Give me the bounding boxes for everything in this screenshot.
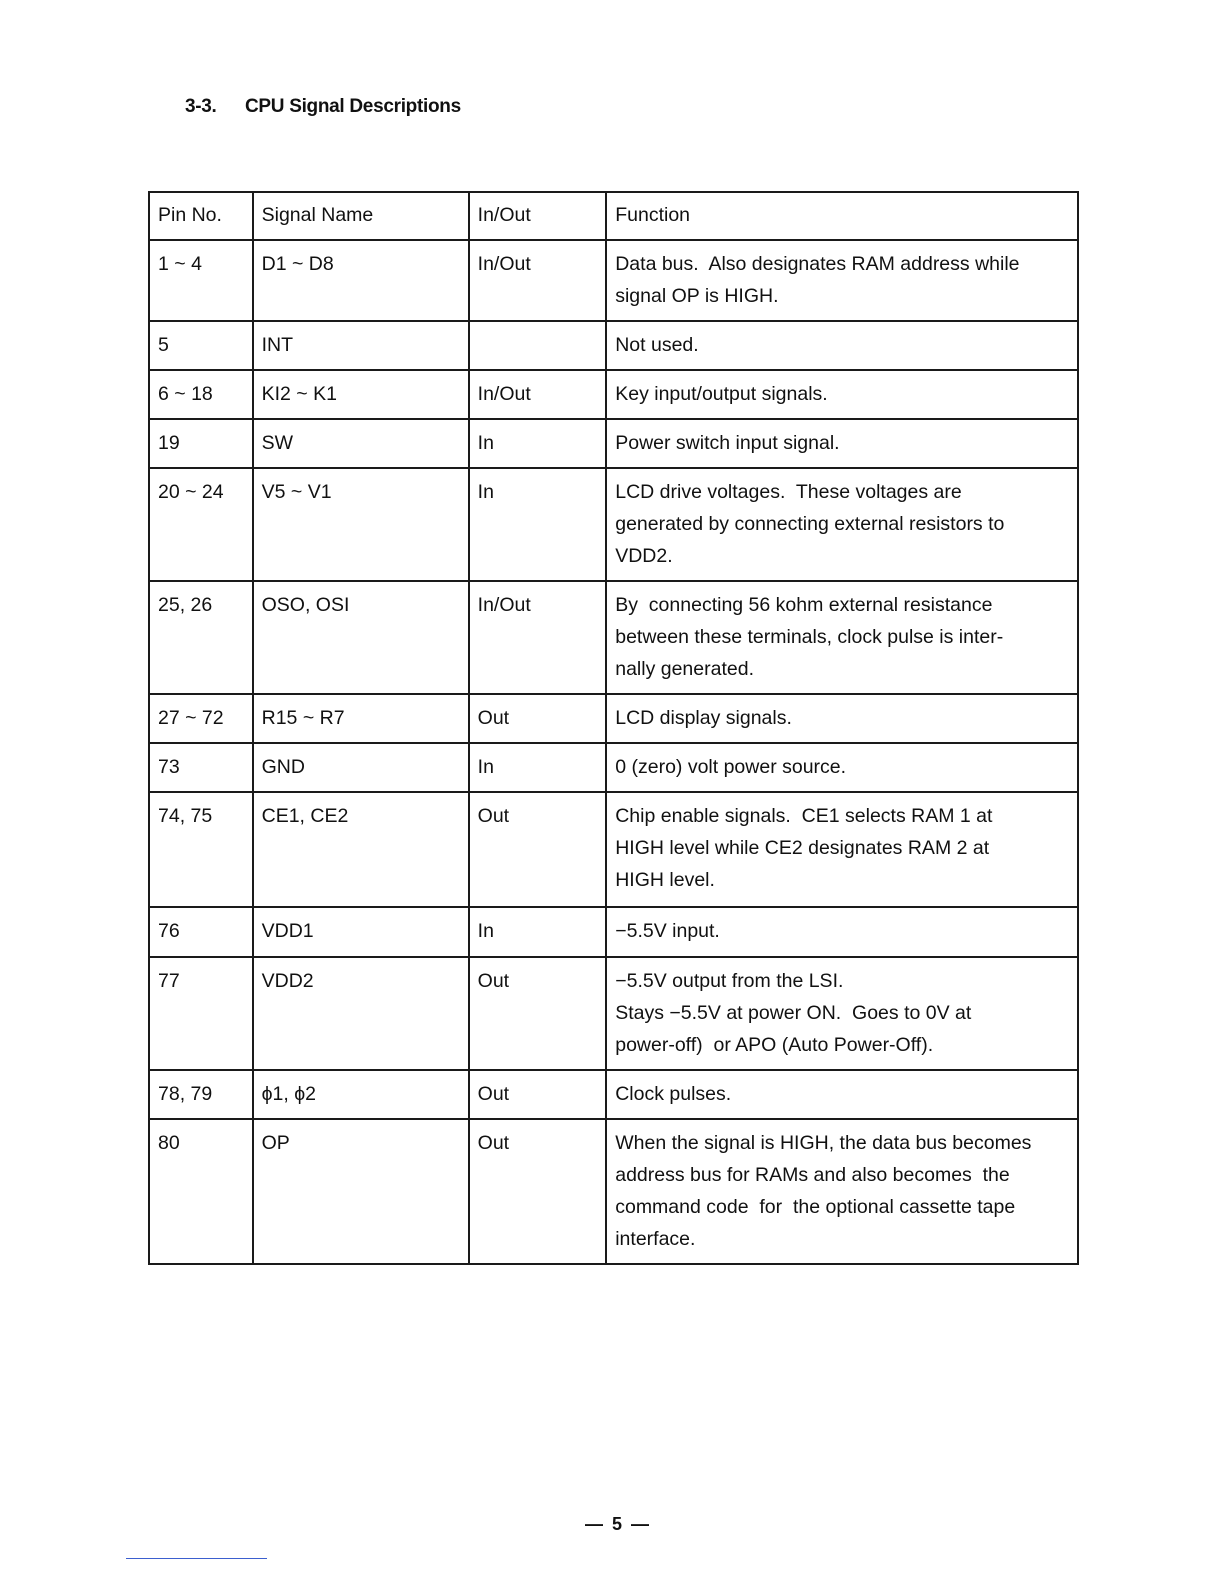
- function-cell: [606, 792, 1078, 907]
- cpu-signal-table: [148, 191, 1079, 1265]
- table-row: [149, 1070, 1078, 1119]
- in-out-cell: Out: [469, 1070, 607, 1119]
- pin-no-cell: 6 ~ 18: [149, 370, 253, 419]
- pin-no-cell: 19: [149, 419, 253, 468]
- table-row: [149, 957, 1078, 1070]
- signal-name-cell: VDD1: [253, 907, 469, 957]
- function-line: Chip enable signals. CE1 selects RAM 1 at: [615, 805, 993, 827]
- pin-no-cell: 74, 75: [149, 792, 253, 907]
- table-row: [149, 468, 1078, 581]
- function-cell: [606, 1070, 1078, 1119]
- function-line: Stays −5.5V at power ON. Goes to 0V at: [615, 1002, 972, 1024]
- function-line: 0 (zero) volt power source.: [615, 756, 847, 778]
- pin-no-cell: 73: [149, 743, 253, 792]
- section-number: 3-3.: [185, 96, 217, 117]
- function-cell: [606, 694, 1078, 743]
- signal-name-cell: VDD2: [253, 957, 469, 1070]
- table-row: [149, 370, 1078, 419]
- function-line: Clock pulses.: [615, 1083, 732, 1105]
- footer-rule: [126, 1558, 267, 1559]
- function-cell: [606, 468, 1078, 581]
- signal-name-cell: OP: [253, 1119, 469, 1264]
- signal-name-cell: D1 ~ D8: [253, 240, 469, 321]
- function-line: HIGH level while CE2 designates RAM 2 at: [615, 837, 990, 859]
- function-line: Not used.: [615, 334, 699, 356]
- function-line: VDD2.: [615, 545, 673, 567]
- in-out-cell: [469, 321, 607, 370]
- table-row: [149, 907, 1078, 957]
- pin-no-cell: 20 ~ 24: [149, 468, 253, 581]
- header-in-out: In/Out: [469, 192, 607, 240]
- in-out-cell: In/Out: [469, 581, 607, 694]
- function-line: command code for the optional cassette tape: [615, 1196, 1016, 1218]
- in-out-cell: Out: [469, 1119, 607, 1264]
- signal-name-cell: INT: [253, 321, 469, 370]
- function-cell: [606, 321, 1078, 370]
- function-line: HIGH level.: [615, 869, 715, 891]
- header-pin-no: Pin No.: [149, 192, 253, 240]
- signal-name-cell: ϕ1, ϕ2: [253, 1070, 469, 1119]
- pin-no-cell: 5: [149, 321, 253, 370]
- in-out-cell: In: [469, 419, 607, 468]
- table-row: [149, 321, 1078, 370]
- section-title: CPU Signal Descriptions: [245, 96, 461, 117]
- pin-no-cell: 25, 26: [149, 581, 253, 694]
- function-line: signal OP is HIGH.: [615, 285, 779, 307]
- header-function: Function: [606, 192, 1078, 240]
- function-cell: [606, 1119, 1078, 1264]
- pin-no-cell: 1 ~ 4: [149, 240, 253, 321]
- table-row: [149, 743, 1078, 792]
- header-signal-name: Signal Name: [253, 192, 469, 240]
- function-line: nally generated.: [615, 658, 754, 680]
- page-number: — 5 —: [585, 1514, 652, 1534]
- table-row: [149, 581, 1078, 694]
- function-line: generated by connecting external resistors to: [615, 513, 1005, 535]
- pin-no-cell: 78, 79: [149, 1070, 253, 1119]
- function-line: power-off) or APO (Auto Power-Off).: [615, 1034, 934, 1056]
- in-out-cell: Out: [469, 957, 607, 1070]
- function-line: between these terminals, clock pulse is inter-: [615, 626, 1004, 648]
- signal-name-cell: CE1, CE2: [253, 792, 469, 907]
- function-cell: [606, 419, 1078, 468]
- pin-no-cell: 76: [149, 907, 253, 957]
- table-header-row: [149, 192, 1078, 240]
- table-row: [149, 1119, 1078, 1264]
- signal-name-cell: OSO, OSI: [253, 581, 469, 694]
- in-out-cell: In/Out: [469, 370, 607, 419]
- function-line: Data bus. Also designates RAM address while: [615, 253, 1020, 275]
- signal-name-cell: R15 ~ R7: [253, 694, 469, 743]
- in-out-cell: In: [469, 907, 607, 957]
- table-row: [149, 240, 1078, 321]
- in-out-cell: Out: [469, 792, 607, 907]
- signal-name-cell: GND: [253, 743, 469, 792]
- function-line: When the signal is HIGH, the data bus becomes: [615, 1132, 1032, 1154]
- in-out-cell: In/Out: [469, 240, 607, 321]
- in-out-cell: Out: [469, 694, 607, 743]
- function-line: LCD drive voltages. These voltages are: [615, 481, 962, 503]
- function-line: address bus for RAMs and also becomes the: [615, 1164, 1010, 1186]
- function-cell: [606, 370, 1078, 419]
- pin-no-cell: 27 ~ 72: [149, 694, 253, 743]
- function-line: interface.: [615, 1228, 696, 1250]
- function-line: By connecting 56 kohm external resistance: [615, 594, 993, 616]
- table-row: [149, 694, 1078, 743]
- function-line: LCD display signals.: [615, 707, 792, 729]
- function-cell: [606, 581, 1078, 694]
- pin-no-cell: 80: [149, 1119, 253, 1264]
- in-out-cell: In: [469, 743, 607, 792]
- function-line: −5.5V input.: [615, 920, 720, 942]
- function-line: Key input/output signals.: [615, 383, 828, 405]
- signal-name-cell: SW: [253, 419, 469, 468]
- table-row: [149, 419, 1078, 468]
- table-row: [149, 792, 1078, 907]
- function-line: Power switch input signal.: [615, 432, 840, 454]
- function-cell: [606, 240, 1078, 321]
- signal-name-cell: V5 ~ V1: [253, 468, 469, 581]
- function-cell: [606, 957, 1078, 1070]
- function-line: −5.5V output from the LSI.: [615, 970, 844, 992]
- table-body: [149, 240, 1078, 1264]
- pin-no-cell: 77: [149, 957, 253, 1070]
- signal-name-cell: KI2 ~ K1: [253, 370, 469, 419]
- function-cell: [606, 907, 1078, 957]
- function-cell: [606, 743, 1078, 792]
- section-heading: [185, 96, 461, 118]
- in-out-cell: In: [469, 468, 607, 581]
